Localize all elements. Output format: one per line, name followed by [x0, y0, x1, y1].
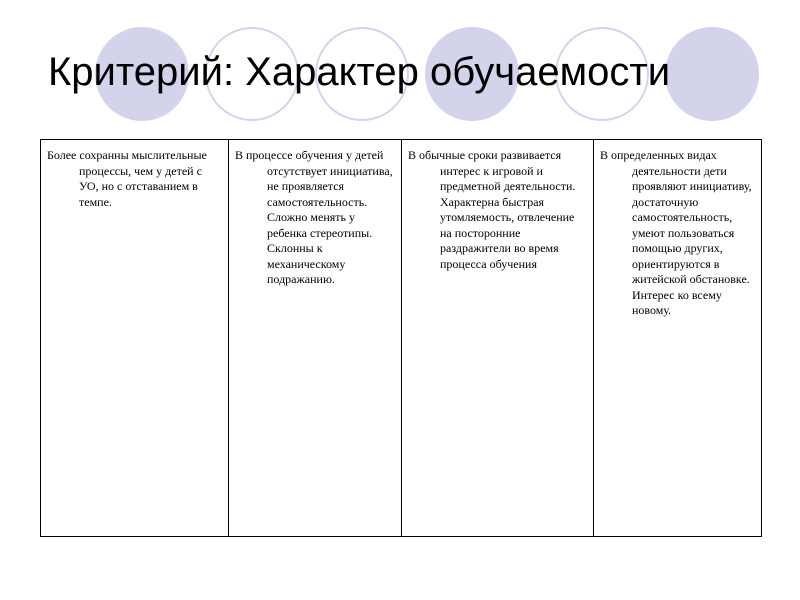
criteria-table	[40, 139, 762, 537]
table-cell-3	[402, 140, 594, 537]
table-cell-4	[594, 140, 762, 537]
cell-text-2: В процессе обучения у детей отсутствует инициатива, не проявляется самостоятельность. Сложно менять у ребенка стереотипы. Склонны к механическому подражанию.	[235, 148, 393, 286]
table-cell-1	[41, 140, 229, 537]
cell-text-1: Более сохранны мыслительные процессы, чем у детей с УО, но с отставанием в темпе.	[47, 148, 207, 209]
slide-title: Критерий: Характер обучаемости	[48, 50, 671, 94]
cell-text-3: В обычные сроки развивается интерес к игровой и предметной деятельности. Характерна быстрая утомляемость, отвлечение на посторонние раздражители во время процесса обучения	[408, 148, 576, 271]
decorative-circle-6	[665, 27, 759, 121]
table-row	[41, 140, 762, 537]
table-cell-2	[229, 140, 402, 537]
cell-text-4: В определенных видах деятельности дети проявляют инициативу, достаточную самостоятельность, умеют пользоваться помощью других, ориентируются в житейской обстановке. Интерес ко всему новому.	[600, 148, 752, 317]
